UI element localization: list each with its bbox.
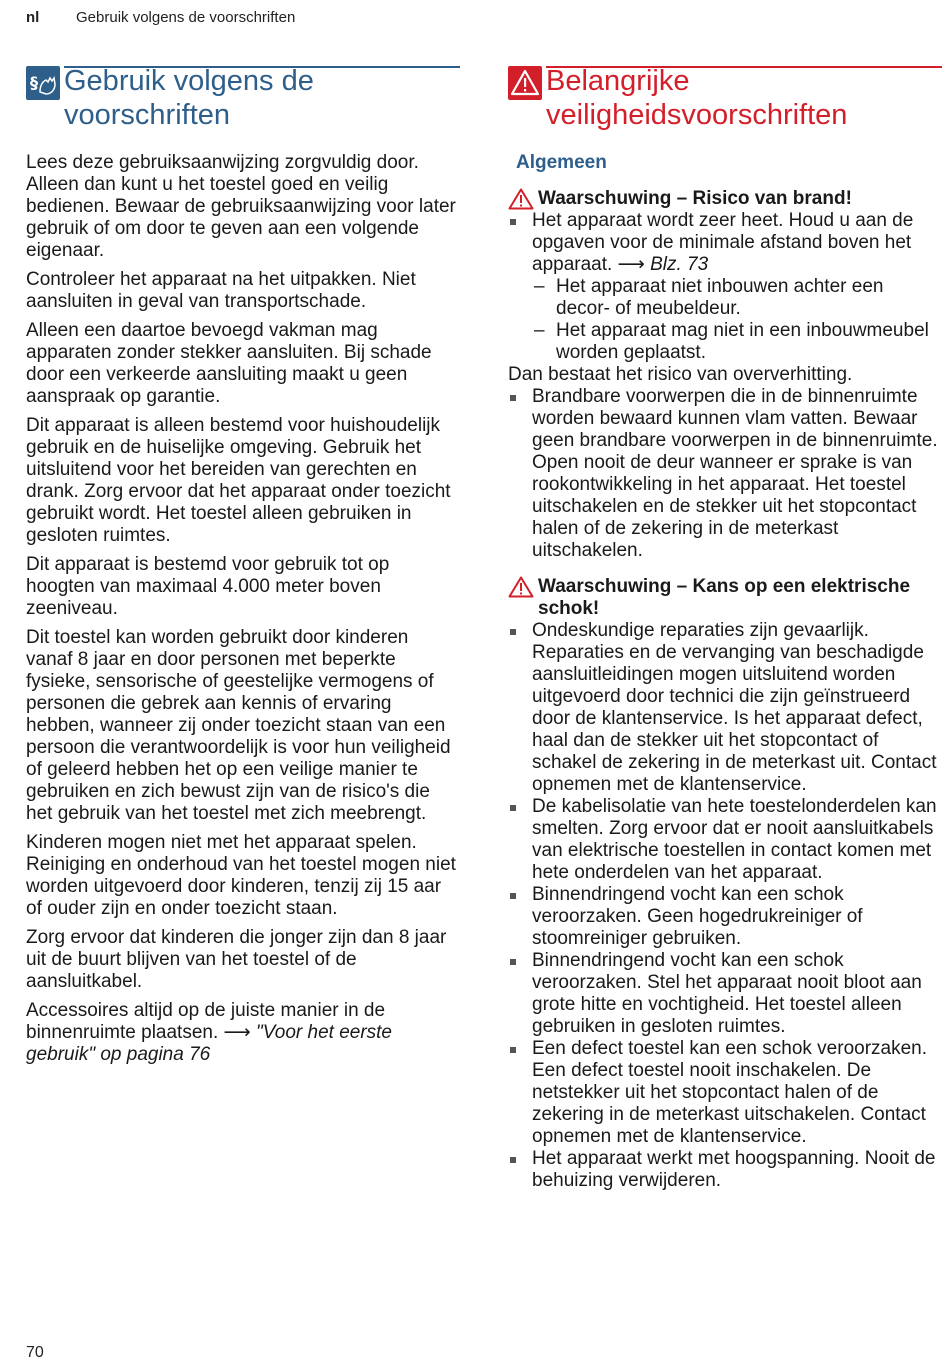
header-language: nl xyxy=(26,9,40,26)
hand-icon xyxy=(26,66,60,100)
paragraph: Kinderen mogen niet met het apparaat spelen. Reiniging en onderhoud van het toestel mogen niet worden uitgevoerd door kinderen, tenzij zij 15 aar of ouder zijn en onder toezicht staan. xyxy=(26,832,456,919)
warning-triangle-icon xyxy=(508,576,534,604)
arrow-icon: ⟶ xyxy=(223,1022,251,1043)
right-body xyxy=(508,152,942,1192)
page-reference-link[interactable]: Blz. 73 xyxy=(644,254,709,275)
dash-item: – Het apparaat mag niet in een inbouwmeubel worden geplaatst. xyxy=(532,320,942,364)
list-item: De kabelisolatie van hete toestelonderdelen kan smelten. Zorg ervoor dat er nooit aansluitkabels van elektrische toestellen in contact komen met hete onderdelen van het apparaat. xyxy=(508,796,942,884)
warning-fire-list-2 xyxy=(508,386,942,562)
warning-fire-title xyxy=(508,188,942,210)
page-reference-link[interactable]: "Voor het eerste gebruik" op pagina 76 xyxy=(26,1022,392,1065)
list-item: Binnendringend vocht kan een schok veroorzaken. Stel het apparaat nooit bloot aan grote hitte en vochtigheid. Het toestel alleen gebruiken in gesloten ruimtes. xyxy=(508,950,942,1038)
warning-title-text: Waarschuwing – Kans op een elektrische schok! xyxy=(538,576,911,619)
list-item xyxy=(508,210,942,364)
paragraph: Dit apparaat is alleen bestemd voor huishoudelijk gebruik en de huiselijke omgeving. Gebruik het uitsluitend voor het bereiden van gerechten en drank. Zorg ervoor dat het apparaat onder toezicht gebruikt wordt. Het toestel alleen gebruiken in gesloten ruimtes. xyxy=(26,415,451,546)
right-heading: Belangrijke veiligheidsvoorschriften xyxy=(546,65,848,131)
arrow-icon: ⟶ xyxy=(617,254,645,275)
dash-item: – Het apparaat niet inbouwen achter een decor- of meubeldeur. xyxy=(532,276,942,320)
page-number: 70 xyxy=(26,1344,44,1361)
list-item: Het apparaat werkt met hoogspanning. Nooit de behuizing verwijderen. xyxy=(508,1148,942,1192)
list-item: Brandbare voorwerpen die in de binnenruimte worden bewaard kunnen vlam vatten. Bewaar geen brandbare voorwerpen in de binnenruimte. Open nooit de deur wanneer er sprake is van rookontwikkeling in het apparaat. Het toestel uitschakelen en de stekker uit het stopcontact halen of de zekering in de meterkast uitschakelen. xyxy=(508,386,942,562)
list-item: Ondeskundige reparaties zijn gevaarlijk. Reparaties en de vervanging van beschadigde aansluitleidingen mogen uitsluitend worden uitgevoerd door technici die zijn geïnstrueerd door de klantenservice. Is het apparaat defect, haal dan de stekker uit het stopcontact of schakel de zekering in de meterkast uit. Contact opnemen met de klantenservice. xyxy=(508,620,942,796)
paragraph: Zorg ervoor dat kinderen die jonger zijn dan 8 jaar uit de buurt blijven van het toestel of de aansluitkabel. xyxy=(26,927,447,992)
warning-fire-list xyxy=(508,210,942,364)
section-subheading: Algemeen xyxy=(516,152,607,173)
page-header xyxy=(26,9,296,26)
paragraph: Dan bestaat het risico van oververhitting. xyxy=(508,364,853,385)
warning-shock-list xyxy=(508,620,942,1192)
warning-title-text: Waarschuwing – Risico van brand! xyxy=(538,188,852,209)
paragraph: Alleen een daartoe bevoegd vakman mag apparaten zonder stekker aansluiten. Bij schade door een verkeerde aansluiting maakt u geen aanspraak op garantie. xyxy=(26,320,432,407)
paragraph: Dit apparaat is bestemd voor gebruik tot op hoogten van maximaal 4.000 meter boven zeeniveau. xyxy=(26,554,390,619)
spacer xyxy=(508,562,942,576)
warning-shock-title xyxy=(508,576,942,620)
paragraph: Dit toestel kan worden gebruikt door kinderen vanaf 8 jaar en door personen met beperkte fysieke, sensorische of geestelijke vermogens of personen die gebrek aan kennis of ervaring hebben, wanneer zij onder toezicht staan van een persoon die verantwoordelijk is voor hun veiligheid of geleerd hebben het op een veilige manier te gebruiken en zich bewust zijn van de risico's die het gebruik van het toestel met zich meebrengt. xyxy=(26,627,451,824)
left-body xyxy=(26,152,460,1073)
list-item: Een defect toestel kan een schok veroorzaken. Een defect toestel nooit inschakelen. De netstekker uit het stopcontact halen of de zekering in de meterkast uitschakelen. Contact opnemen met de klantenservice. xyxy=(508,1038,942,1148)
paragraph-with-reference xyxy=(26,1000,460,1066)
paragraph: Controleer het apparaat na het uitpakken. Niet aansluiten in geval van transportschade. xyxy=(26,269,416,312)
list-item-text: Het apparaat wordt zeer heet. Houd u aan de opgaven voor de minimale afstand boven het apparaat. xyxy=(532,210,914,275)
paragraph: Lees deze gebruiksaanwijzing zorgvuldig door. Alleen dan kunt u het toestel goed en veilig bedienen. Bewaar de gebruiksaanwijzing voor later gebruik of om door te geven aan een volgende eigenaar. xyxy=(26,152,456,261)
warning-triangle-icon xyxy=(508,66,542,100)
left-heading: Gebruik volgens de voorschriften xyxy=(64,65,314,131)
paragraph-text: Accessoires altijd op de juiste manier in de binnenruimte plaatsen. xyxy=(26,1000,386,1043)
svg-text:§: § xyxy=(30,73,38,92)
list-item: Binnendringend vocht kan een schok veroorzaken. Geen hogedrukreiniger of stoomreiniger gebruiken. xyxy=(508,884,942,950)
header-title: Gebruik volgens de voorschriften xyxy=(76,9,296,26)
dash-list xyxy=(532,276,942,364)
